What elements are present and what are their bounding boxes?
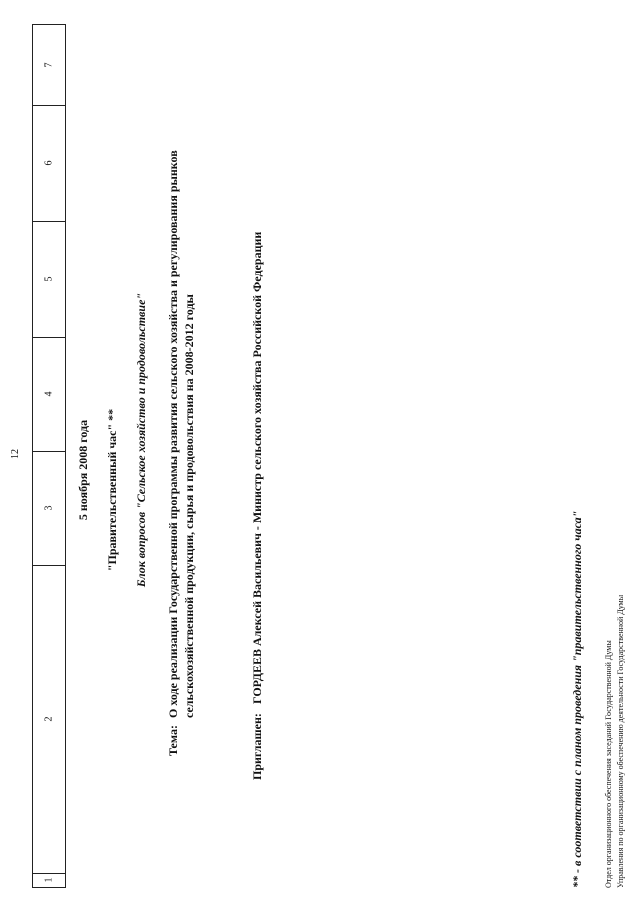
header-number-2: 2 xyxy=(43,716,55,722)
header-cell-5 xyxy=(33,221,65,337)
header-table xyxy=(32,24,66,888)
topic-text-line-1: О ходе реализации Государственной программы развития сельского хозяйства и регулирования рынков xyxy=(166,150,180,718)
footnote: ** - в соответствии с планом проведения "правительственного часа" xyxy=(570,510,584,888)
header-number-4: 4 xyxy=(43,391,55,397)
header-number-7: 7 xyxy=(43,62,55,68)
header-number-1: 1 xyxy=(43,877,55,883)
header-number-3: 3 xyxy=(43,505,55,511)
invited-label: Приглашен: xyxy=(250,713,264,780)
header-cell-6 xyxy=(33,105,65,221)
header-number-6: 6 xyxy=(43,160,55,166)
header-cell-7 xyxy=(33,25,65,105)
footer-directorate: Управления по организационному обеспечению деятельности Государственной Думы xyxy=(616,594,625,888)
page-number: 12 xyxy=(10,449,21,459)
invited-person: ГОРДЕЕВ Алексей Васильевич - Министр сельского хозяйства Российской Федерации xyxy=(250,231,264,704)
topic-text-line-2: сельскохозяйственной продукции, сырья и продовольствия на 2008-2012 годы xyxy=(182,294,196,718)
meeting-date: 5 ноября 2008 года xyxy=(76,419,90,521)
header-cell-1 xyxy=(33,873,65,887)
header-cell-3 xyxy=(33,451,65,565)
header-cell-4 xyxy=(33,337,65,451)
footer-department: Отдел организационного обеспечения заседаний Государственной Думы xyxy=(604,640,613,888)
header-cell-2 xyxy=(33,565,65,873)
session-title: "Правительственный час" ** xyxy=(105,408,119,572)
header-number-5: 5 xyxy=(43,276,55,282)
question-block: Блок вопросов "Сельское хозяйство и продовольствие" xyxy=(134,292,148,588)
topic-label: Тема: xyxy=(166,725,180,756)
